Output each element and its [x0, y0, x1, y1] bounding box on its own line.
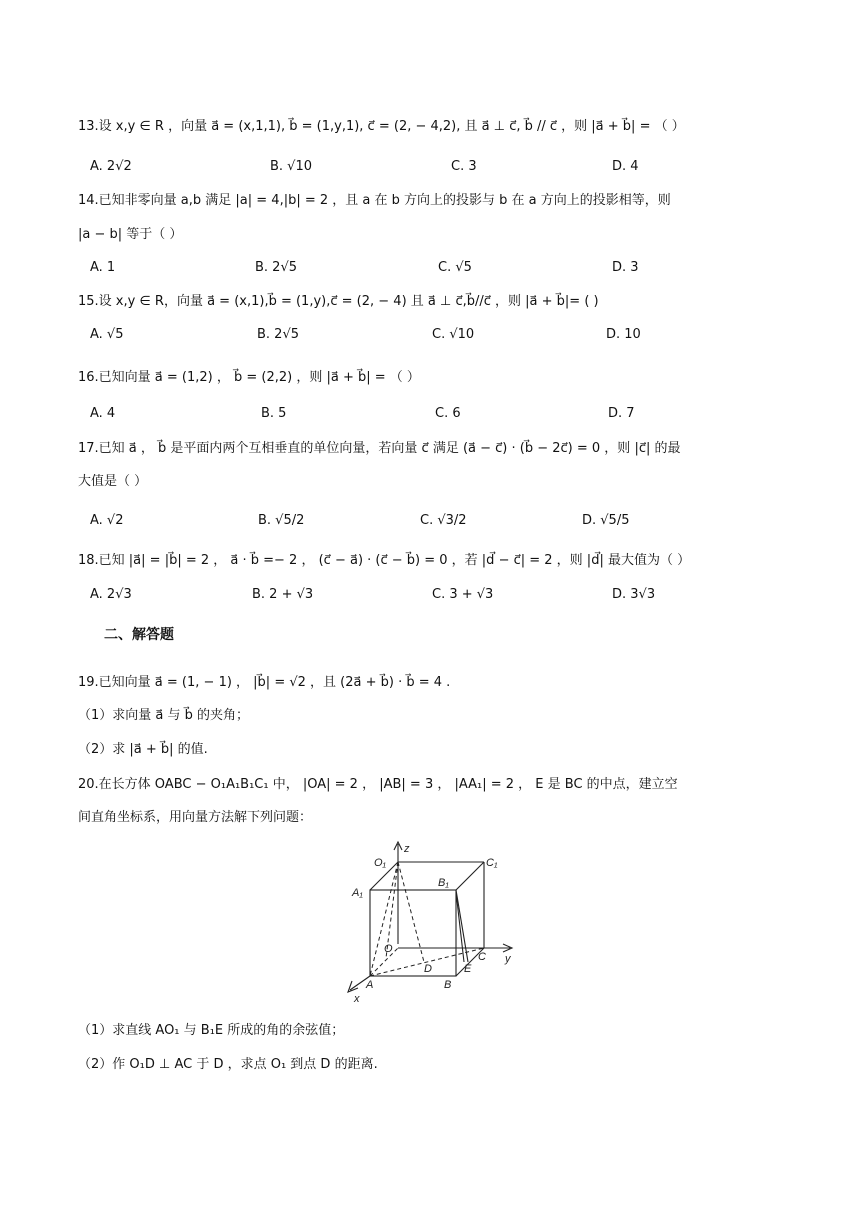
- q17-option-d: D. √5/5: [582, 513, 630, 528]
- question-19-part-1: （1）求向量 a⃗ 与 b⃗ 的夹角；: [78, 708, 250, 723]
- q15-option-b: B. 2√5: [257, 327, 300, 342]
- q18-option-d: D. 3√3: [612, 587, 656, 602]
- q16-option-a: A. 4: [90, 406, 116, 421]
- label-b1: B₁: [438, 877, 449, 889]
- section-title: 二、解答题: [104, 627, 174, 643]
- question-19-stem: 19.已知向量 a⃗ = (1, − 1) ， |b⃗| = √2 ，且 (2a⃗ + b⃗) · b⃗ = 4 .: [78, 675, 451, 690]
- question-17-stem: 17.已知 a⃗ ， b⃗ 是平面内两个互相垂直的单位向量，若向量 c⃗ 满足 (a⃗ − c⃗) · (b⃗ − 2c⃗) = 0 ，则 |c⃗| 的最: [78, 441, 681, 456]
- label-a: A: [366, 979, 374, 991]
- q13-option-a: A. 2√2: [90, 159, 132, 174]
- label-d: D: [424, 963, 432, 975]
- q16-option-d: D. 7: [608, 406, 635, 421]
- label-a1: A₁: [352, 887, 363, 899]
- question-14-stem: 14.已知非零向量 a,b 满足 |a| = 4,|b| = 2 ，且 a 在 b 方向上的投影与 b 在 a 方向上的投影相等，则: [78, 193, 671, 208]
- q17-option-a: A. √2: [90, 513, 124, 528]
- q13-option-d: D. 4: [612, 159, 639, 174]
- q13-option-b: B. √10: [270, 159, 313, 174]
- question-18-stem: 18.已知 |a⃗| = |b⃗| = 2 ， a⃗ · b⃗ =− 2 ， (c⃗ − a⃗) · (c⃗ − b⃗) = 0 ，若 |d⃗ − c⃗| = 2 ，则 |d⃗| 最大值为（ ）: [78, 553, 691, 568]
- label-c1: C₁: [486, 857, 498, 869]
- question-17-stem-cont: 大值是（ ）: [78, 474, 148, 489]
- q15-option-d: D. 10: [606, 327, 641, 342]
- question-19-part-2: （2）求 |a⃗ + b⃗| 的值.: [78, 742, 208, 757]
- q18-option-c: C. 3 + √3: [432, 587, 494, 602]
- label-c: C: [478, 951, 486, 963]
- q14-option-a: A. 1: [90, 260, 116, 275]
- question-13-stem: 13.设 x,y ∈ R ，向量 a⃗ = (x,1,1), b⃗ = (1,y,1), c⃗ = (2, − 4,2), 且 a⃗ ⊥ c⃗, b⃗ // c⃗ ，则 |a⃗ + b⃗| = （ ）: [78, 119, 685, 134]
- q18-option-b: B. 2 + √3: [252, 587, 314, 602]
- q17-option-b: B. √5/2: [258, 513, 305, 528]
- question-14-stem-cont: |a − b| 等于（ ）: [78, 227, 183, 242]
- question-20-stem-cont: 间直角坐标系，用向量方法解下列问题：: [78, 810, 313, 825]
- cuboid-figure: [340, 838, 530, 1008]
- q15-option-a: A. √5: [90, 327, 124, 342]
- question-20-part-1: （1）求直线 AO₁ 与 B₁E 所成的角的余弦值；: [78, 1023, 345, 1038]
- label-x: x: [354, 993, 360, 1005]
- q14-option-d: D. 3: [612, 260, 639, 275]
- q16-option-b: B. 5: [261, 406, 287, 421]
- q15-option-c: C. √10: [432, 327, 475, 342]
- label-b: B: [444, 979, 452, 991]
- question-20-stem: 20.在长方体 OABC − O₁A₁B₁C₁ 中， |OA| = 2 ， |AB| = 3 ， |AA₁| = 2 ， E 是 BC 的中点，建立空: [78, 777, 678, 792]
- label-e: E: [464, 963, 472, 975]
- q18-option-a: A. 2√3: [90, 587, 132, 602]
- q14-option-b: B. 2√5: [255, 260, 298, 275]
- label-z: z: [404, 843, 410, 855]
- label-y: y: [505, 953, 511, 965]
- q14-option-c: C. √5: [438, 260, 472, 275]
- label-o: O: [384, 943, 393, 955]
- question-20-part-2: （2）作 O₁D ⊥ AC 于 D ，求点 O₁ 到点 D 的距离.: [78, 1057, 378, 1072]
- q16-option-c: C. 6: [435, 406, 461, 421]
- question-16-stem: 16.已知向量 a⃗ = (1,2) ， b⃗ = (2,2) ，则 |a⃗ + b⃗| = （ ）: [78, 370, 420, 385]
- label-o1: O₁: [374, 857, 387, 869]
- question-15-stem: 15.设 x,y ∈ R，向量 a⃗ = (x,1),b⃗ = (1,y),c⃗ = (2, − 4) 且 a⃗ ⊥ c⃗,b⃗//c⃗ ，则 |a⃗ + b⃗|= ( ): [78, 294, 599, 309]
- q13-option-c: C. 3: [451, 159, 477, 174]
- q17-option-c: C. √3/2: [420, 513, 467, 528]
